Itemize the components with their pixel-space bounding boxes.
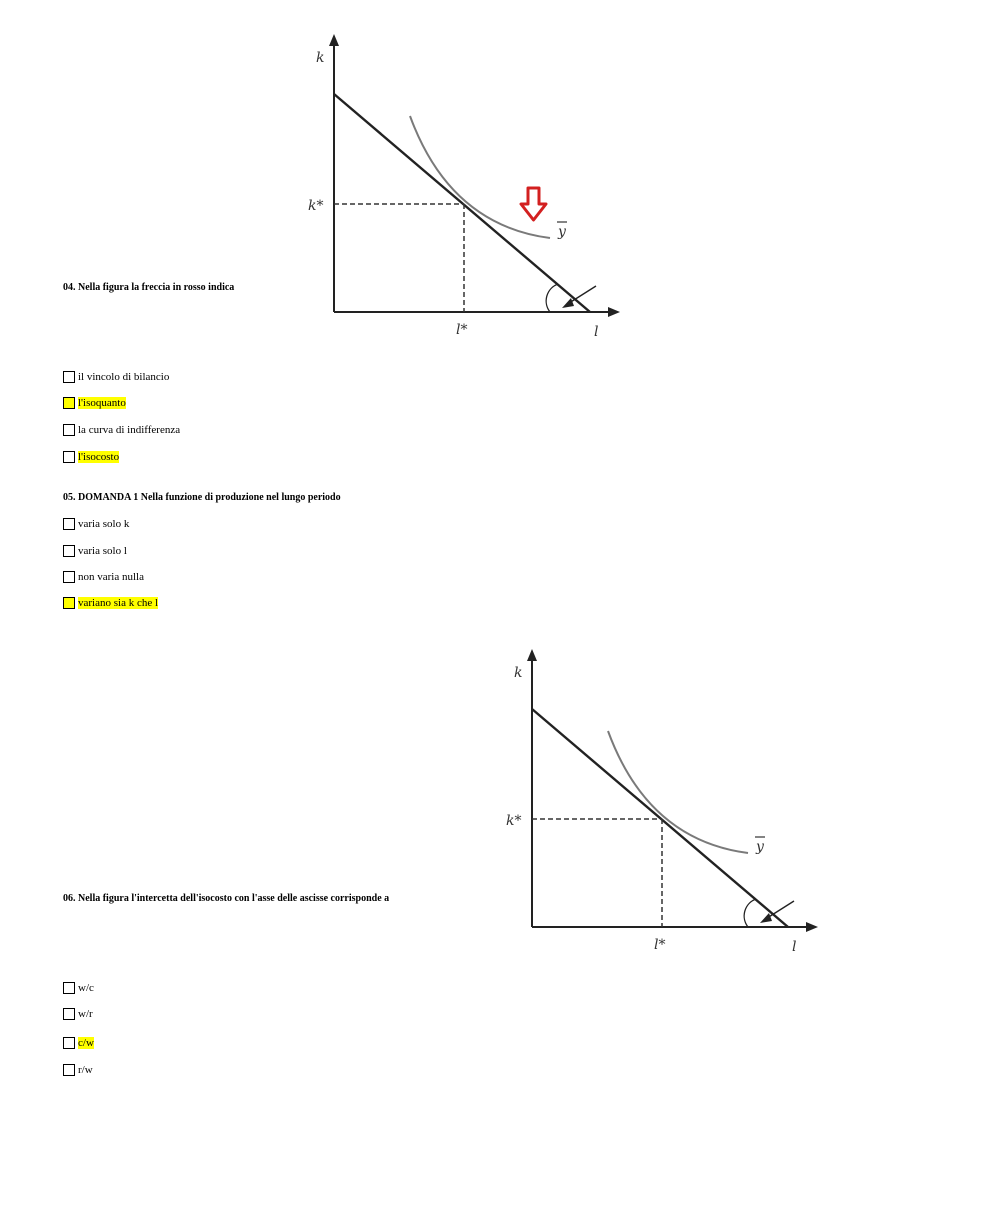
checkbox[interactable] xyxy=(63,1064,75,1076)
x-axis-label: l xyxy=(792,939,797,955)
q06-option-2[interactable] xyxy=(63,1006,93,1021)
k-star-label: k* xyxy=(308,198,324,214)
q06-option-4[interactable] xyxy=(63,1062,93,1077)
option-label: l'isoquanto xyxy=(78,396,126,409)
q04-option-2[interactable] xyxy=(63,395,126,410)
checkbox[interactable] xyxy=(63,545,75,557)
l-star-label: l* xyxy=(654,937,666,953)
y-axis-arrow-icon xyxy=(527,649,537,661)
q05-option-4[interactable] xyxy=(63,595,158,610)
option-label: non varia nulla xyxy=(78,570,144,583)
option-label: w/c xyxy=(78,981,94,994)
y-bar-label: y xyxy=(558,224,566,240)
k-star-label: k* xyxy=(506,813,522,829)
angle-pointer-head-icon xyxy=(760,913,772,923)
x-axis-arrow-icon xyxy=(608,307,620,317)
q05-option-3[interactable] xyxy=(63,569,144,584)
question-04-title: 04. Nella figura la freccia in rosso indica xyxy=(63,282,235,293)
checkbox[interactable] xyxy=(63,424,75,436)
figure-q06 xyxy=(498,645,828,955)
q04-option-1[interactable] xyxy=(63,369,169,384)
isocost-line xyxy=(532,709,788,927)
q04-option-3[interactable] xyxy=(63,422,180,437)
question-05-title: 05. DOMANDA 1 Nella funzione di produzione nel lungo periodo xyxy=(63,492,341,503)
checkbox[interactable] xyxy=(63,1037,75,1049)
x-axis-arrow-icon xyxy=(806,922,818,932)
checkbox[interactable] xyxy=(63,397,75,409)
checkbox[interactable] xyxy=(63,571,75,583)
q06-option-3[interactable] xyxy=(63,1035,94,1050)
checkbox[interactable] xyxy=(63,982,75,994)
q05-option-1[interactable] xyxy=(63,516,129,531)
option-label: variano sia k che l xyxy=(78,596,159,609)
checkbox[interactable] xyxy=(63,518,75,530)
option-label: l'isocosto xyxy=(78,450,120,463)
checkbox[interactable] xyxy=(63,597,75,609)
x-axis-label: l xyxy=(594,324,599,340)
y-axis-arrow-icon xyxy=(329,34,339,46)
question-06-title: 06. Nella figura l'intercetta dell'isocosto con l'asse delle ascisse corrisponde a xyxy=(63,893,390,904)
l-star-label: l* xyxy=(456,322,468,338)
option-label: c/w xyxy=(78,1036,94,1049)
angle-arc xyxy=(744,899,756,927)
checkbox[interactable] xyxy=(63,451,75,463)
q04-option-4[interactable] xyxy=(63,449,119,464)
option-label: il vincolo di bilancio xyxy=(78,370,170,383)
angle-pointer-head-icon xyxy=(562,298,574,308)
y-bar-label: y xyxy=(756,839,764,855)
isocost-line xyxy=(334,94,590,312)
y-axis-label: k xyxy=(316,50,325,66)
angle-arc xyxy=(546,284,558,312)
option-label: varia solo l xyxy=(78,544,127,557)
q06-option-1[interactable] xyxy=(63,980,94,995)
option-label: r/w xyxy=(78,1063,93,1076)
checkbox[interactable] xyxy=(63,1008,75,1020)
option-label: la curva di indifferenza xyxy=(78,423,181,436)
figure-q04 xyxy=(300,30,630,340)
option-label: w/r xyxy=(78,1007,93,1020)
red-arrow-icon xyxy=(521,188,546,220)
checkbox[interactable] xyxy=(63,371,75,383)
q05-option-2[interactable] xyxy=(63,543,127,558)
y-axis-label: k xyxy=(514,665,523,681)
option-label: varia solo k xyxy=(78,517,130,530)
